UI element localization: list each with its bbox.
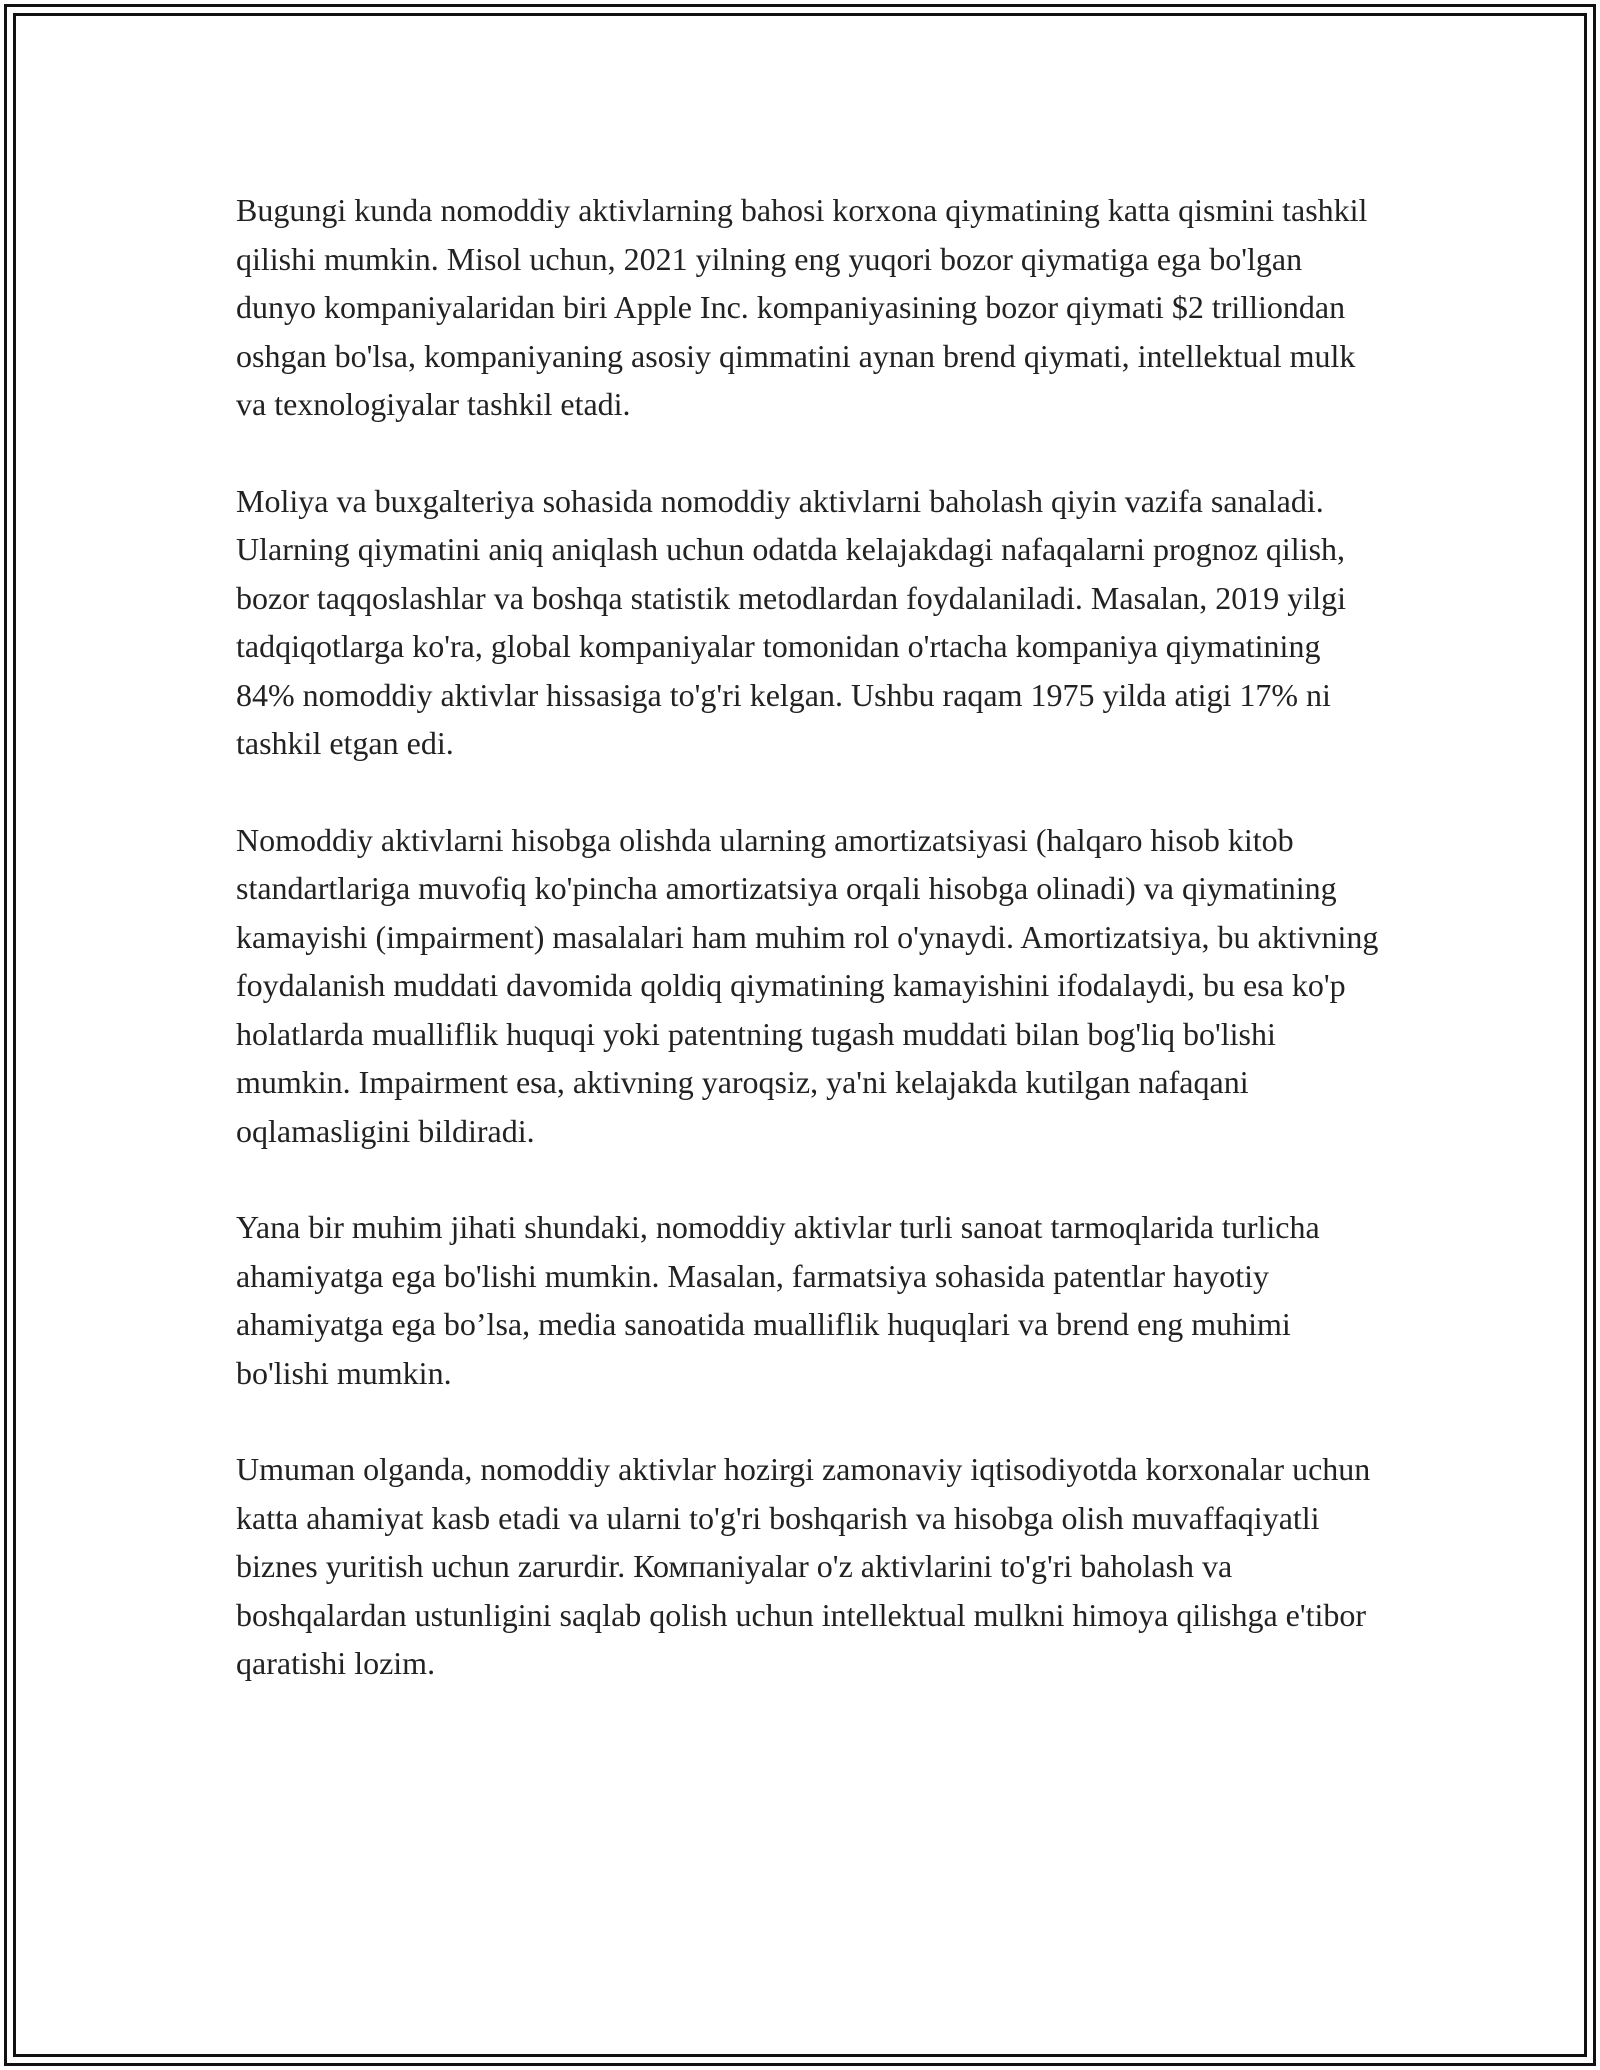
paragraph-4: Yana bir muhim jihati shundaki, nomoddiy aktivlar turli sanoat tarmoqlarida turlicha ahamiyatga ega bo'lishi mumkin. Masalan, farmatsiya sohasida patentlar hayotiy ahamiyatga ega bo’lsa, media sanoatida mualliflik huquqlari va brend eng muhimi bo'lishi mumkin. xyxy=(236,1209,1320,1391)
paragraph-3: Nomoddiy aktivlarni hisobga olishda ularning amortizatsiyasi (halqaro hisob kitob standartlariga muvofiq ko'pincha amortizatsiya orqali hisobga olinadi) va qiymatining kamayishi (impairment) masalalari ham muhim rol o'ynaydi. Amortizatsiya, bu aktivning foydalanish muddati davomida qoldiq qiymatining kamayishini ifodalaydi, bu esa ko'p holatlarda mualliflik huquqi yoki patentning tugash muddati bilan bog'liq bo'lishi mumkin. Impairment esa, aktivning yaroqsiz, ya'ni kelajakda kutilgan nafaqani oqlamasligini bildiradi. xyxy=(236,821,1379,1149)
paragraph-5: Umuman olganda, nomoddiy aktivlar hozirgi zamonaviy iqtisodiyotda korxonalar uchun katta ahamiyat kasb etadi va ularni to'g'ri boshqarish va hisobga olish muvaffaqiyatli biznes yuritish uchun zarurdir. Компaniyalar o'z aktivlarini to'g'ri baholash va boshqalardan ustunligini saqlab qolish uchun intellektual mulkni himoya qilishga e'tibor qaratishi lozim. xyxy=(236,1451,1371,1681)
document-body xyxy=(236,186,1386,1736)
paragraph-2: Moliya va buxgalteriya sohasida nomoddiy aktivlarni baholash qiyin vazifa sanaladi. Ularning qiymatini aniq aniqlash uchun odatda kelajakdagi nafaqalarni prognoz qilish, bozor taqqoslashlar va boshqa statistik metodlardan foydalaniladi. Masalan, 2019 yilgi tadqiqotlarga ko'ra, global kompaniyalar tomonidan o'rtacha kompaniya qiymatining 84% nomoddiy aktivlar hissasiga to'g'ri kelgan. Ushbu raqam 1975 yilda atigi 17% ni tashkil etgan edi. xyxy=(236,482,1346,761)
paragraph-1: Bugungi kunda nomoddiy aktivlarning bahosi korxona qiymatining katta qismini tashkil qilishi mumkin. Misol uchun, 2021 yilning eng yuqori bozor qiymatiga ega bo'lgan dunyo kompaniyalaridan biri Apple Inc. kompaniyasining bozor qiymati $2 trilliondan oshgan bo'lsa, kompaniyaning asosiy qimmatini aynan brend qiymati, intellektual mulk va texnologiyalar tashkil etadi. xyxy=(236,192,1368,422)
